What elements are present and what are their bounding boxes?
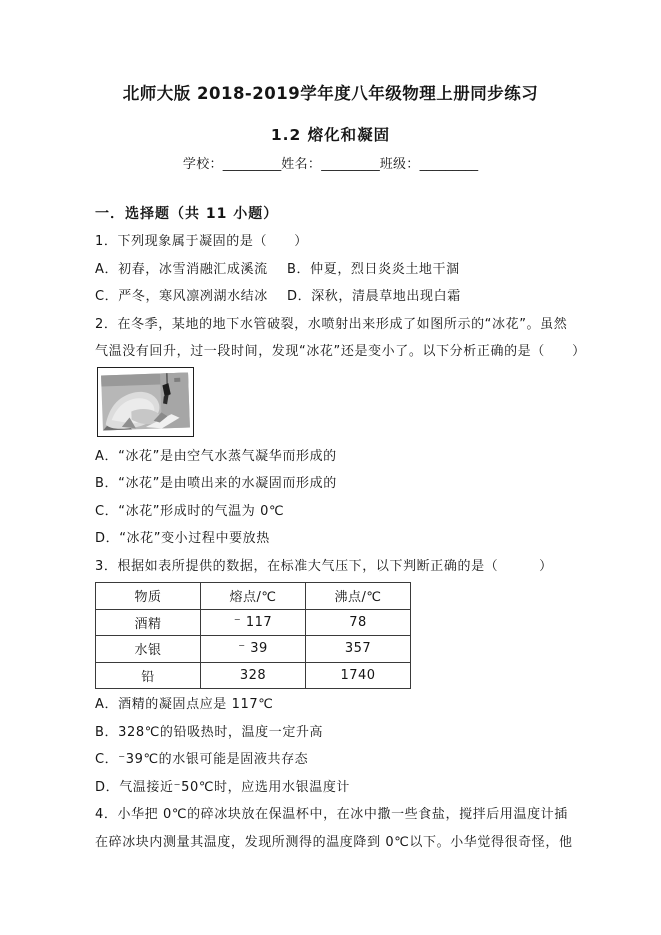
q2-option-b: B．“冰花”是由喷出来的水凝固而形成的 [95, 476, 337, 491]
table-header-melting-point: 熔点/℃ [201, 583, 306, 610]
q3-option-a: A．酒精的凝固点应是 117℃ [95, 697, 274, 712]
melting-boiling-point-table [95, 582, 411, 689]
name-blank: _________ [321, 157, 380, 172]
q1-option-d: D．深秋，清晨草地出现白霜 [287, 289, 461, 304]
school-label: 学校： [182, 157, 223, 172]
cell-substance: 酒精 [96, 609, 201, 636]
cell-melting-point: ⁻ 117 [201, 609, 306, 636]
cell-substance: 水银 [96, 636, 201, 663]
q3-option-c: C．⁻39℃的水银可能是固液共存态 [95, 752, 309, 767]
class-label: 班级： [379, 157, 420, 172]
section-heading: 一．选择题（共 11 小题） [95, 206, 279, 222]
table-row-lead [96, 662, 411, 689]
q1-stem: 1．下列现象属于凝固的是（ ） [95, 234, 308, 249]
q4-stem-line2: 在碎冰块内测量其温度，发现所测得的温度降到 0℃以下。小华觉得很奇怪，他 [95, 834, 573, 850]
student-info-line [0, 155, 661, 174]
q1-option-a: A．初春，冰雪消融汇成溪流 [95, 261, 268, 277]
q4-stem-line1: 4．小华把 0℃的碎冰块放在保温杯中，在冰中撒一些食盐，搅拌后用温度计插 [95, 807, 568, 822]
cell-substance: 铅 [96, 662, 201, 689]
name-label: 姓名： [281, 157, 322, 172]
q1-options-row2 [95, 283, 575, 311]
doc-title: 北师大版 2018-2019学年度八年级物理上册同步练习 [122, 84, 539, 103]
cell-boiling-point: 1740 [306, 662, 411, 689]
q3-option-d: D．气温接近⁻50℃时，应选用水银温度计 [95, 779, 351, 795]
table-row-alcohol [96, 609, 411, 636]
q3-stem: 3．根据如表所提供的数据，在标准大气压下，以下判断正确的是（ ） [95, 558, 553, 574]
q2-option-d: D．“冰花”变小过程中要放热 [95, 531, 270, 546]
q1-option-c: C．严冬，寒风凛冽湖水结冰 [95, 289, 268, 304]
cell-melting-point: ⁻ 39 [201, 636, 306, 663]
table-row-mercury [96, 636, 411, 663]
class-blank: _________ [419, 157, 479, 172]
q3-option-b: B．328℃的铅吸热时，温度一定升高 [95, 724, 324, 740]
school-blank: _________ [222, 157, 282, 172]
table-header-substance: 物质 [96, 583, 201, 610]
q2-option-c: C．“冰花”形成时的气温为 0℃ [95, 503, 285, 519]
ice-flower-photo-image [101, 371, 190, 433]
q2-option-a: A．“冰花”是由空气水蒸气凝华而形成的 [95, 448, 337, 464]
q2-stem-line2: 气温没有回升，过一段时间，发现“冰花”还是变小了。以下分析正确的是（ ） [95, 344, 586, 359]
q2-stem-line1: 2．在冬季，某地的地下水管破裂，水喷射出来形成了如图所示的“冰花”。虽然 [95, 316, 568, 332]
table-header-row [96, 583, 411, 610]
q1-option-b: B．仲夏，烈日炎炎土地干涸 [287, 261, 460, 277]
q1-options-row1 [95, 256, 575, 284]
cell-boiling-point: 357 [306, 636, 411, 663]
ice-flower-photo [97, 367, 194, 437]
worksheet-body [0, 200, 661, 856]
cell-boiling-point: 78 [306, 609, 411, 636]
table-header-boiling-point: 沸点/℃ [306, 583, 411, 610]
doc-subtitle: 1.2 熔化和凝固 [270, 126, 391, 144]
cell-melting-point: 328 [201, 662, 306, 689]
